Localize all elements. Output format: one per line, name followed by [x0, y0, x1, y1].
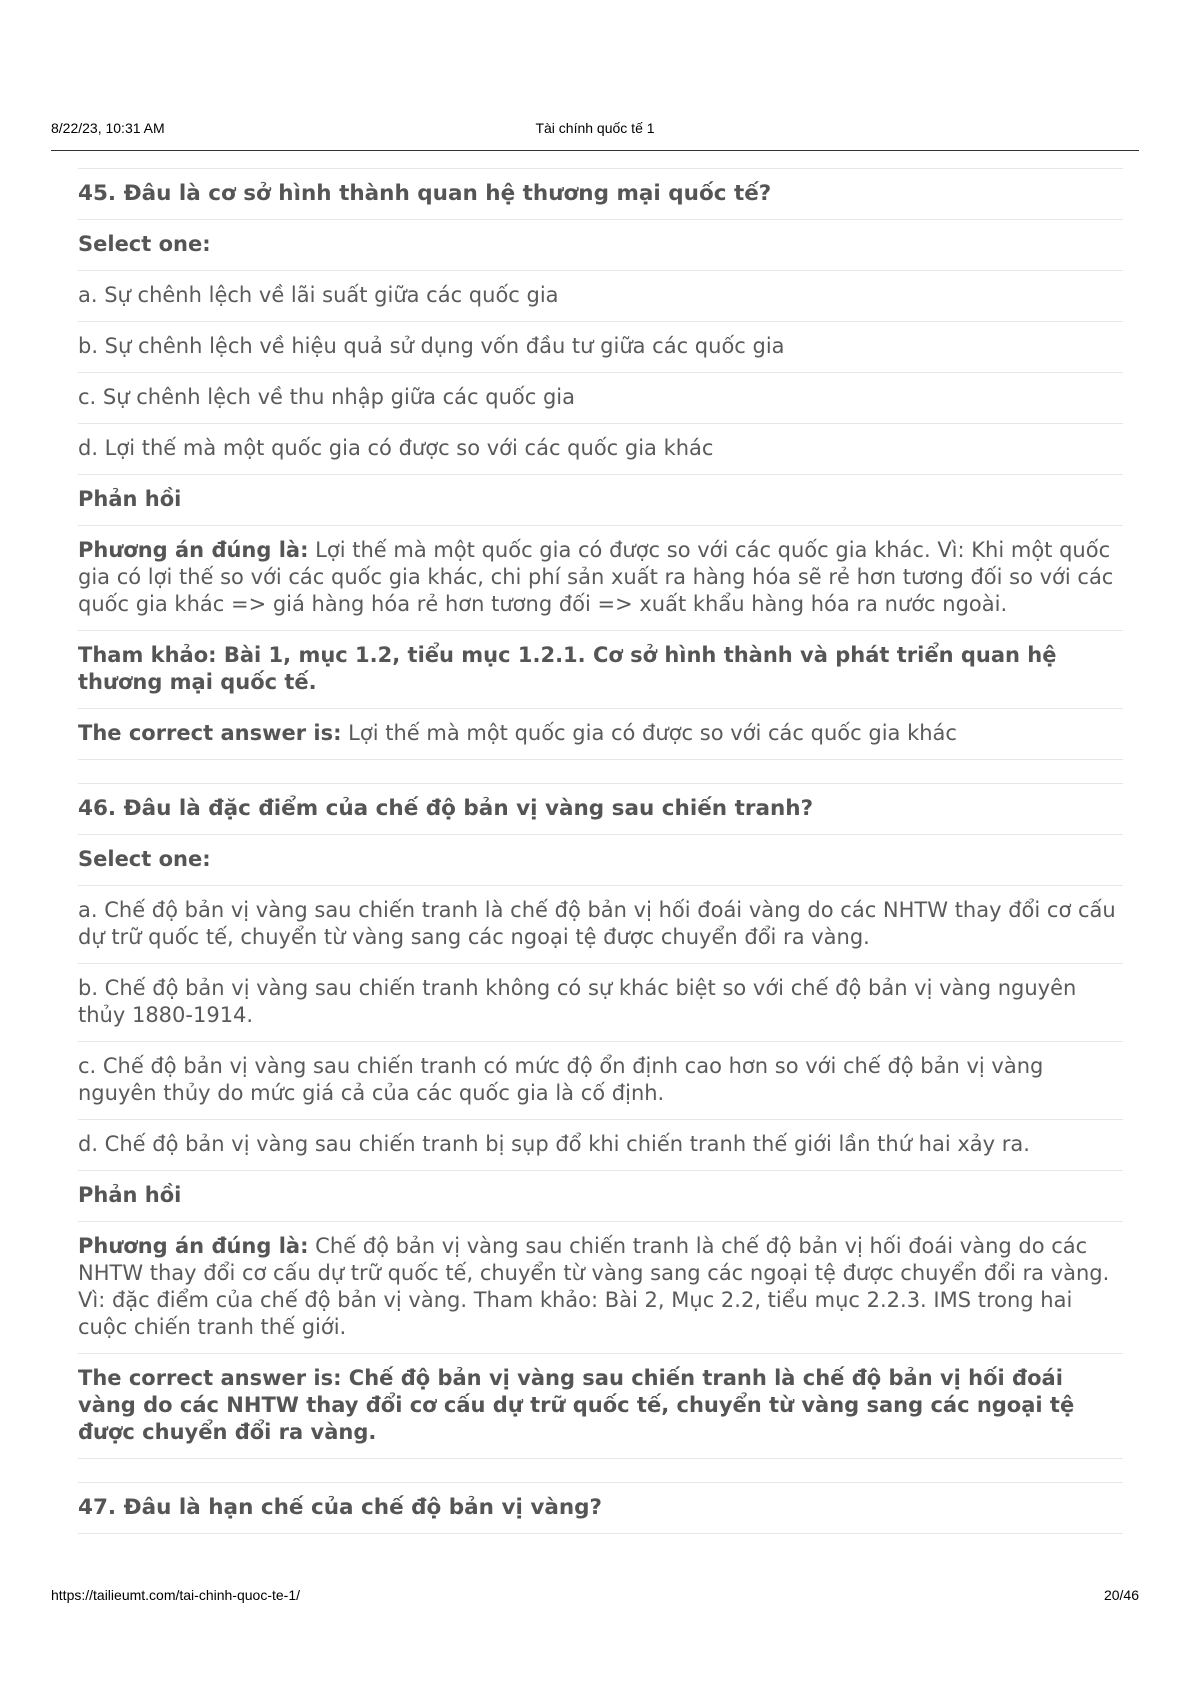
feedback-label: Phản hồi	[78, 475, 1123, 526]
option-c[interactable]: c. Sự chênh lệch về thu nhập giữa các quốc gia	[78, 373, 1123, 424]
correct-answer-body: Lợi thế mà một quốc gia có được so với các quốc gia khác	[341, 721, 957, 745]
feedback-body: Chế độ bản vị vàng sau chiến tranh là chế độ bản vị hối đoái vàng do các NHTW thay đổi cơ cấu dự trữ quốc tế, chuyển từ vàng sang các ngoại tệ được chuyển đổi ra vàng. Vì: đặc điểm của chế độ bản vị vàng. Tham khảo: Bài 2, Mục 2.2, tiểu mục 2.2.3. IMS trong hai cuộc chiến tranh thế giới.	[78, 1234, 1110, 1339]
correct-answer-prefix: The correct answer is:	[78, 721, 342, 745]
option-d[interactable]: d. Lợi thế mà một quốc gia có được so với các quốc gia khác	[78, 424, 1123, 475]
select-one-label: Select one:	[78, 835, 1123, 886]
option-a[interactable]: a. Sự chênh lệch về lãi suất giữa các quốc gia	[78, 271, 1123, 322]
question-45	[78, 168, 1123, 760]
question-title: 45. Đâu là cơ sở hình thành quan hệ thương mại quốc tế?	[78, 169, 1123, 220]
page-number: 20/46	[1103, 1587, 1139, 1603]
option-c[interactable]: c. Chế độ bản vị vàng sau chiến tranh có mức độ ổn định cao hơn so với chế độ bản vị vàng nguyên thủy do mức giá cả của các quốc gia là cố định.	[78, 1042, 1123, 1120]
option-b[interactable]: b. Sự chênh lệch về hiệu quả sử dụng vốn đầu tư giữa các quốc gia	[78, 322, 1123, 373]
option-d[interactable]: d. Chế độ bản vị vàng sau chiến tranh bị sụp đổ khi chiến tranh thế giới lần thứ hai xảy ra.	[78, 1120, 1123, 1171]
option-b[interactable]: b. Chế độ bản vị vàng sau chiến tranh không có sự khác biệt so với chế độ bản vị vàng nguyên thủy 1880-1914.	[78, 964, 1123, 1042]
feedback-prefix: Phương án đúng là:	[78, 538, 309, 562]
feedback-prefix: Phương án đúng là:	[78, 1234, 309, 1258]
correct-answer: The correct answer is: Chế độ bản vị vàng sau chiến tranh là chế độ bản vị hối đoái vàng do các NHTW thay đổi cơ cấu dự trữ quốc tế, chuyển từ vàng sang các ngoại tệ được chuyển đổi ra vàng.	[78, 1354, 1123, 1459]
feedback-label: Phản hồi	[78, 1171, 1123, 1222]
feedback-body: Lợi thế mà một quốc gia có được so với các quốc gia khác. Vì: Khi một quốc gia có lợi thế so với các quốc gia khác, chi phí sản xuất ra hàng hóa sẽ rẻ hơn tương đối so với các quốc gia khác => giá hàng hóa rẻ hơn tương đối => xuất khẩu hàng hóa ra nước ngoài.	[78, 538, 1114, 616]
document-title: Tài chính quốc tế 1	[535, 120, 655, 136]
question-47	[78, 1482, 1123, 1534]
select-one-label: Select one:	[78, 220, 1123, 271]
feedback-text	[78, 526, 1123, 631]
reference-text: Tham khảo: Bài 1, mục 1.2, tiểu mục 1.2.1. Cơ sở hình thành và phát triển quan hệ thương mại quốc tế.	[78, 631, 1123, 709]
print-date: 8/22/23, 10:31 AM	[51, 120, 165, 136]
question-title: 47. Đâu là hạn chế của chế độ bản vị vàng?	[78, 1483, 1123, 1534]
feedback-text	[78, 1222, 1123, 1354]
correct-answer	[78, 709, 1123, 760]
question-title: 46. Đâu là đặc điểm của chế độ bản vị vàng sau chiến tranh?	[78, 784, 1123, 835]
question-46	[78, 783, 1123, 1459]
print-header	[51, 120, 1139, 151]
option-a[interactable]: a. Chế độ bản vị vàng sau chiến tranh là chế độ bản vị hối đoái vàng do các NHTW thay đổi cơ cấu dự trữ quốc tế, chuyển từ vàng sang các ngoại tệ được chuyển đổi ra vàng.	[78, 886, 1123, 964]
quiz-content	[78, 168, 1123, 1557]
page-url[interactable]: https://tailieumt.com/tai-chinh-quoc-te-1/	[51, 1587, 300, 1603]
